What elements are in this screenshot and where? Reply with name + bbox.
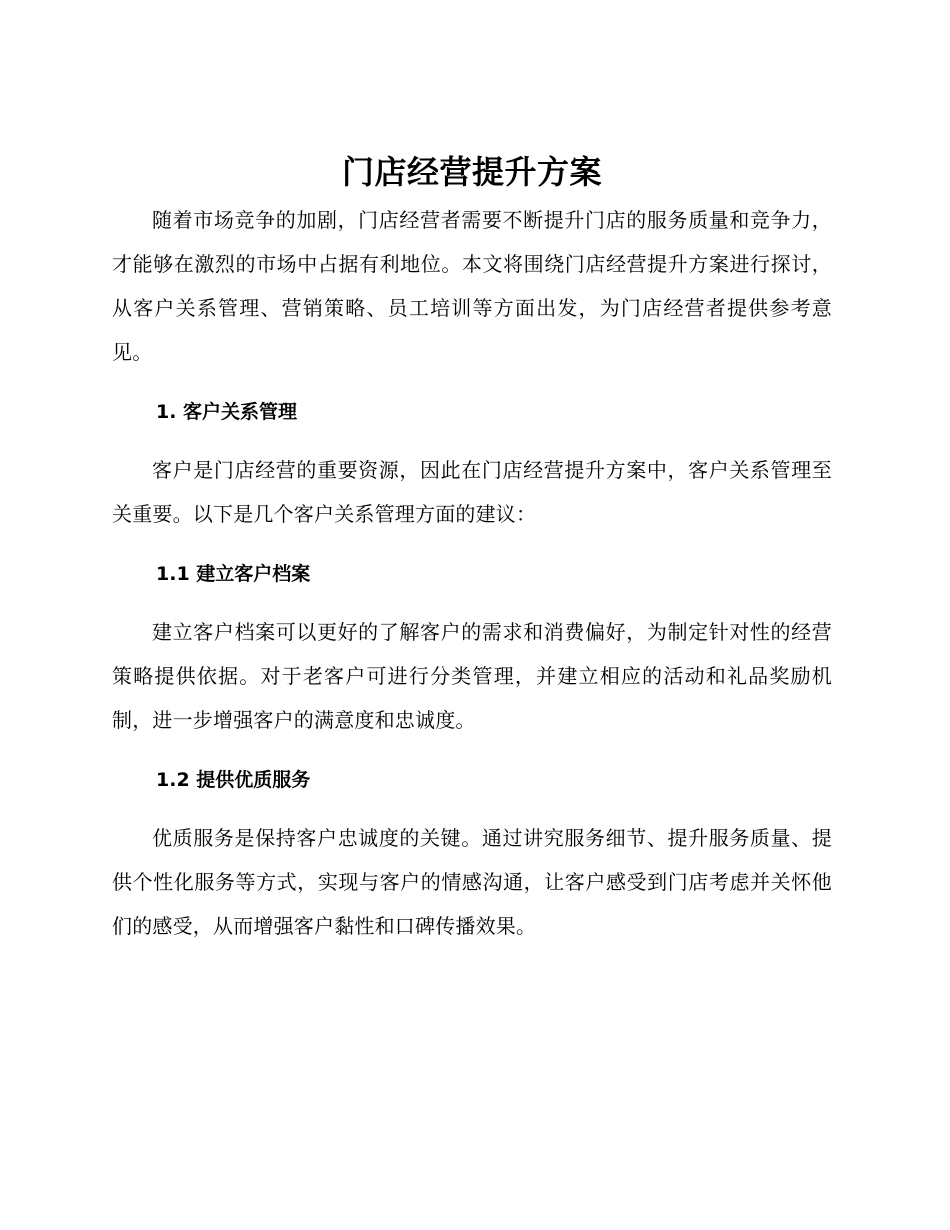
spacer	[112, 596, 832, 610]
section-paragraph-customer-relationship: 客户是门店经营的重要资源，因此在门店经营提升方案中，客户关系管理至关重要。以下是几个客户关系管理方面的建议：	[112, 458, 832, 526]
subsection-paragraph-customer-profile: 建立客户档案可以更好的了解客户的需求和消费偏好，为制定针对性的经营策略提供依据。对于老客户可进行分类管理，并建立相应的活动和礼品奖励机制，进一步增强客户的满意度和忠诚度。	[112, 620, 832, 732]
intro-paragraph: 随着市场竞争的加剧，门店经营者需要不断提升门店的服务质量和竞争力，才能够在激烈的市场中占据有利地位。本文将围绕门店经营提升方案进行探讨，从客户关系管理、营销策略、员工培训等方面出发，为门店经营者提供参考意见。	[112, 208, 832, 364]
spacer	[112, 742, 832, 758]
spacer	[112, 374, 832, 390]
document-page	[112, 146, 832, 948]
subsection-heading-customer-profile: 1.1 建立客户档案	[156, 563, 311, 585]
spacer	[112, 536, 832, 552]
document-title: 门店经营提升方案	[341, 153, 602, 191]
spacer	[112, 802, 832, 816]
spacer	[112, 434, 832, 448]
section-heading-customer-relationship: 1. 客户关系管理	[156, 401, 298, 423]
subsection-paragraph-quality-service: 优质服务是保持客户忠诚度的关键。通过讲究服务细节、提升服务质量、提供个性化服务等方式，实现与客户的情感沟通，让客户感受到门店考虑并关怀他们的感受，从而增强客户黏性和口碑传播效果。	[112, 826, 832, 938]
subsection-heading-quality-service: 1.2 提供优质服务	[156, 769, 311, 791]
